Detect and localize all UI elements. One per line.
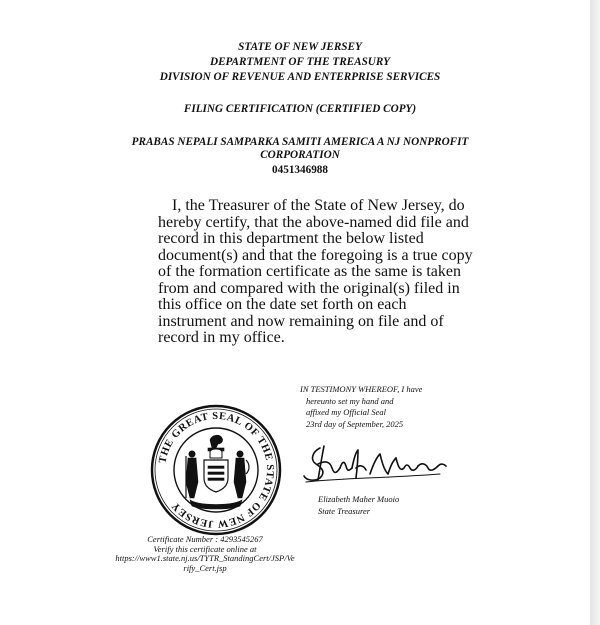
officer-name: Elizabeth Maher Muoio bbox=[318, 494, 400, 504]
testimony-block bbox=[300, 384, 490, 430]
entity-name: PRABAS NEPALI SAMPARKA SAMITI AMERICA A NJ NONPROFIT CORPORATION bbox=[131, 136, 469, 161]
filing-title: FILING CERTIFICATION (CERTIFIED COPY) bbox=[183, 103, 417, 115]
certification-text: I, the Treasurer of the State of New Jersey, do hereby certify, that the above-named did file and record in this department the below listed document(s) and that the foregoing is a true copy of the formation certificate as the same is taken from and compared with the original(s) filed in this office on the date set forth on each instrument and now remaining on file and of record in my office. bbox=[158, 197, 473, 346]
testimony-date: 23rd day of September, 2025 bbox=[306, 418, 404, 429]
testimony-line-2: hereunto set my hand and bbox=[306, 395, 394, 406]
page-edge bbox=[590, 0, 600, 625]
testimony-line-3: affixed my Official Seal bbox=[306, 407, 387, 417]
header-department: DEPARTMENT OF THE TREASURY bbox=[210, 56, 390, 68]
verify-url-line-2[interactable]: rify_Cert.jsp bbox=[183, 562, 227, 573]
state-seal bbox=[150, 404, 282, 536]
seal-text: THE GREAT SEAL OF THE STATE OF NEW JERSEY bbox=[157, 410, 276, 530]
certificate-number: Certificate Number : 4293545267 bbox=[147, 534, 263, 544]
entity-id: 0451346988 bbox=[272, 164, 328, 176]
certificate-info bbox=[100, 535, 310, 573]
officer-title: State Treasurer bbox=[318, 505, 371, 516]
header-state: STATE OF NEW JERSEY bbox=[238, 41, 362, 53]
seal-emblem bbox=[186, 435, 249, 509]
verify-url-line-1[interactable]: https://www1.state.nj.us/TYTR_StandingCert/JSP/Ve bbox=[115, 553, 295, 563]
treasurer-signature bbox=[300, 438, 450, 486]
header-division: DIVISION OF REVENUE AND ENTERPRISE SERVICES bbox=[159, 71, 441, 83]
testimony-line-1: IN TESTIMONY WHEREOF, I have bbox=[300, 384, 423, 394]
verify-text: Verify this certificate online at bbox=[153, 543, 257, 554]
officer-block bbox=[318, 494, 399, 517]
document-header bbox=[0, 40, 600, 85]
